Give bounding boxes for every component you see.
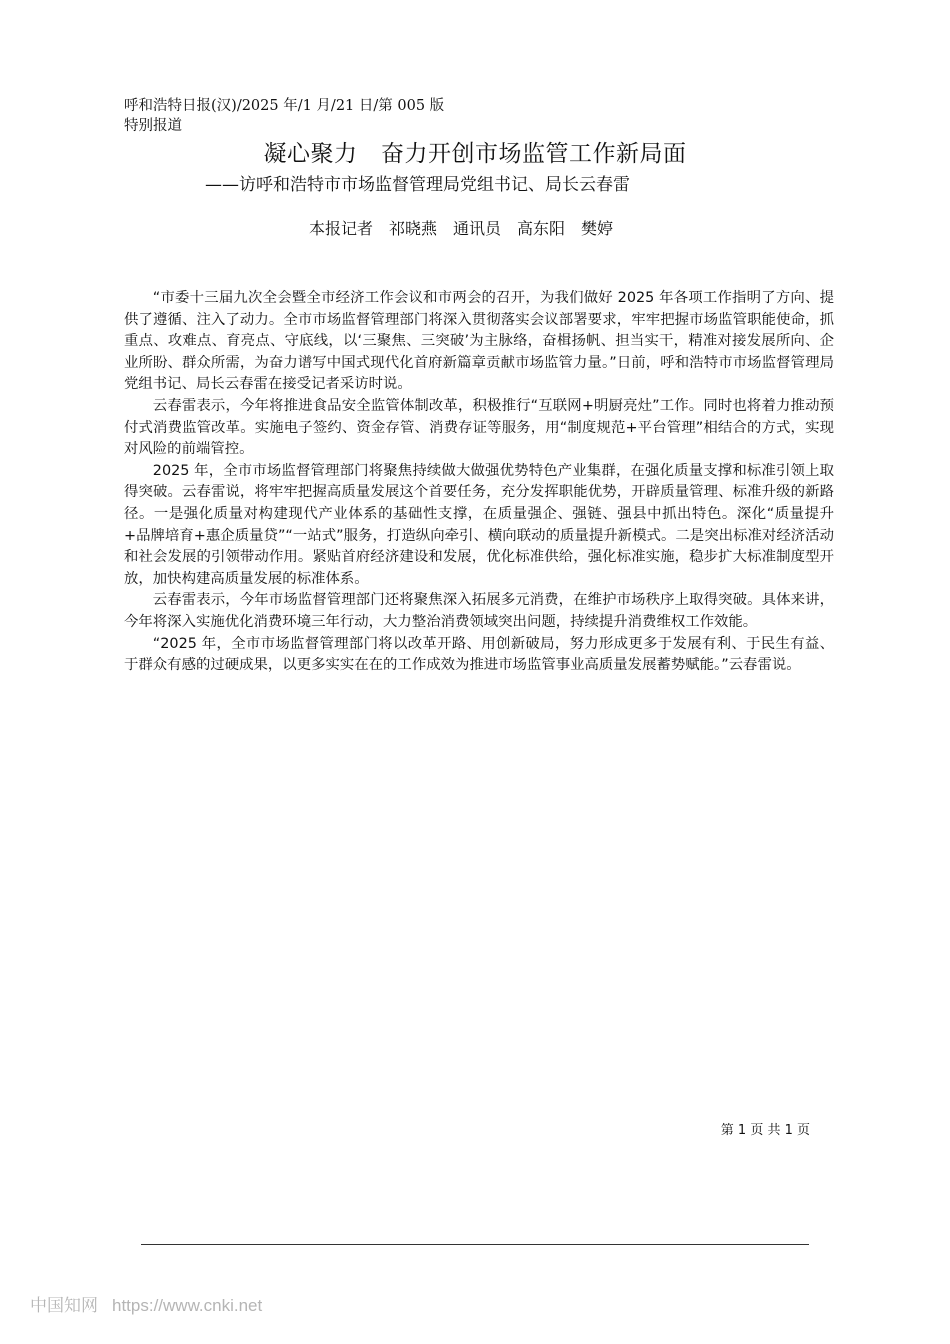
article-byline: 本报记者 祁晓燕 通讯员 高东阳 樊婷 [308,219,613,238]
article-title: 凝心聚力 奋力开创市场监管工作新局面 [263,141,687,167]
article-subtitle: ——访呼和浩特市市场监督管理局党组书记、局长云春雷 [205,175,630,195]
paragraph: 云春雷表示，今年市场监督管理部门还将聚焦深入拓展多元消费，在维护市场秩序上取得突破。具体来讲，今年将深入实施优化消费环境三年行动，大力整治消费领域突出问题，持续提升消费维权工作效能。 [124,592,834,630]
cnki-watermark [30,1294,262,1318]
paragraph: 2025 年，全市市场监督管理部门将聚焦持续做大做强优势特色产业集群，在强化质量支撑和标准引领上取得突破。云春雷说，将牢牢把握高质量发展这个首要任务，充分发挥职能优势，开辟质量管理、标准升级的新路径。一是强化质量对构建现代产业体系的基础性支撑，在质量强企、强链、强县中抓出特色。深化“质量提升+品牌培育+惠企质量贷”“一站式”服务，打造纵向牵引、横向联动的质量提升新模式。二是突出标准对经济活动和社会发展的引领带动作用。紧贴首府经济建设和发展，优化标准供给，强化标准实施，稳步扩大标准制度型开放，加快构建高质量发展的标准体系。 [124,462,834,587]
source-line: 呼和浩特日报(汉)/2025 年/1 月/21 日/第 005 版特别报道 [124,98,445,134]
paragraph: 云春雷表示，今年将推进食品安全监管体制改革，积极推行“互联网+明厨亮灶”工作。同时也将着力推动预付式消费监管改革。实施电子签约、资金存管、消费存证等服务，用“制度规范+平台管理”相结合的方式，实现对风险的前端管控。 [124,397,834,458]
article-body [124,288,834,677]
watermark-url[interactable]: https://www.cnki.net [112,1296,263,1315]
page-indicator: 第 1 页 共 1 页 [720,1123,810,1138]
footer-divider [141,1244,809,1245]
paragraph: “市委十三届九次全会暨全市经济工作会议和市两会的召开，为我们做好 2025 年各项工作指明了方向、提供了遵循、注入了动力。全市市场监督管理部门将深入贯彻落实会议部署要求，牢牢把握市场监管职能使命，抓重点、攻难点、育亮点、守底线，以‘三聚焦、三突破’为主脉络，奋楫扬帆、担当实干，精准对接发展所向、企业所盼、群众所需，为奋力谱写中国式现代化首府新篇章贡献市场监管力量。”日前，呼和浩特市市场监督管理局党组书记、局长云春雷在接受记者采访时说。 [124,290,834,393]
paragraph: “2025 年，全市市场监督管理部门将以改革开路、用创新破局，努力形成更多于发展有利、于民生有益、于群众有感的过硬成果，以更多实实在在的工作成效为推进市场监管事业高质量发展蓄势赋能。”云春雷说。 [124,635,834,674]
watermark-brand: 中国知网 [30,1296,98,1315]
